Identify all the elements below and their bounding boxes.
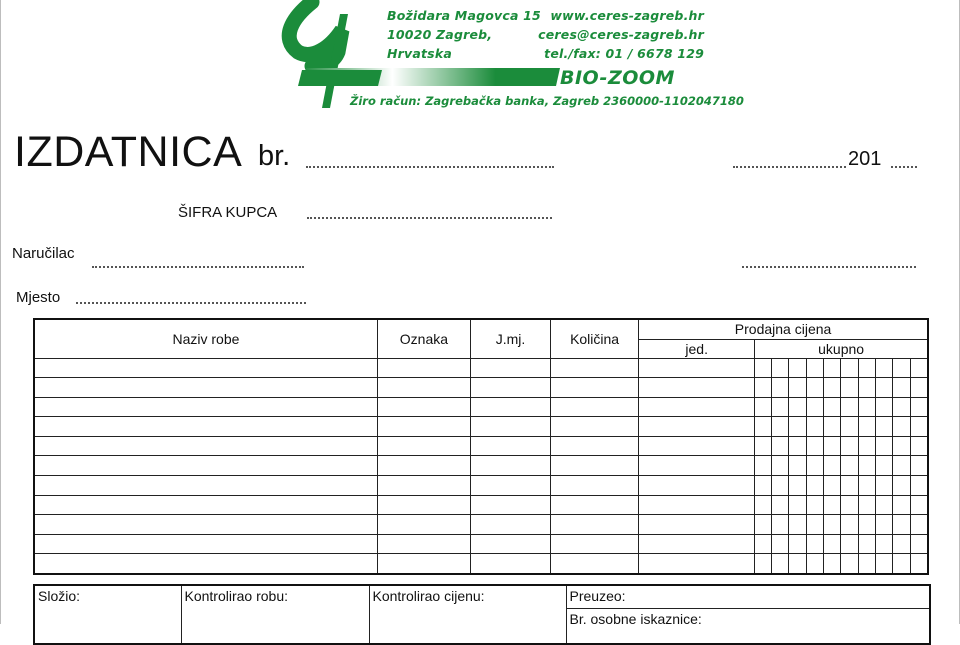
table-row[interactable]	[34, 417, 928, 437]
year-suffix-field[interactable]	[891, 166, 917, 168]
number-field[interactable]	[306, 166, 554, 168]
items-table	[33, 318, 929, 575]
table-row[interactable]	[34, 554, 928, 574]
orderer-extra-field[interactable]	[742, 266, 916, 268]
brand-name: BIO-ZOOM	[560, 67, 675, 89]
table-row[interactable]	[34, 534, 928, 554]
signature-table	[33, 584, 931, 645]
address-street: Božidara Magovca 15	[387, 8, 541, 23]
items-body[interactable]	[34, 358, 928, 574]
address-city: 10020 Zagreb,	[387, 27, 493, 42]
table-row[interactable]	[34, 476, 928, 496]
table-row[interactable]	[34, 436, 928, 456]
checked-price-field[interactable]	[369, 585, 566, 644]
header-sale-price: Prodajna cijena	[639, 319, 928, 339]
orderer-label: Naručilac	[12, 245, 75, 262]
table-row[interactable]	[34, 378, 928, 398]
page-edge-left	[0, 0, 1, 624]
date-field[interactable]	[733, 166, 846, 168]
header-unit-price: jed.	[639, 339, 755, 358]
table-row[interactable]	[34, 358, 928, 378]
place-field[interactable]	[76, 302, 306, 304]
place-label: Mjesto	[16, 289, 61, 306]
table-row[interactable]	[34, 495, 928, 515]
header-mark: Oznaka	[377, 319, 470, 358]
phone-fax: tel./fax: 01 / 6678 129	[544, 46, 704, 61]
checked-goods-label: Kontrolirao robu:	[184, 588, 289, 604]
address-country: Hrvatska	[387, 46, 452, 61]
year-prefix: 201	[848, 148, 882, 170]
received-by-field[interactable]	[566, 585, 930, 609]
header-goods-name: Naziv robe	[34, 319, 377, 358]
checked-goods-field[interactable]	[181, 585, 369, 644]
header-unit: J.mj.	[470, 319, 550, 358]
id-number-field[interactable]	[566, 609, 930, 645]
id-number-label: Br. osobne iskaznice:	[569, 611, 702, 627]
email-link[interactable]: ceres@ceres-zagreb.hr	[538, 27, 704, 42]
table-row[interactable]	[34, 515, 928, 535]
table-row[interactable]	[34, 456, 928, 476]
assembled-by-field[interactable]	[34, 585, 181, 644]
orderer-field[interactable]	[92, 266, 304, 268]
document-title: IZDATNICA	[14, 128, 243, 176]
bank-account: Žiro račun: Zagrebačka banka, Zagreb 2360000-1102047180	[350, 94, 744, 108]
received-by-label: Preuzeo:	[569, 588, 626, 604]
number-label: br.	[258, 140, 291, 172]
customer-code-field[interactable]	[307, 217, 552, 219]
header-total: ukupno	[755, 339, 928, 358]
checked-price-label: Kontrolirao cijenu:	[372, 588, 485, 604]
table-row[interactable]	[34, 397, 928, 417]
assembled-by-label: Složio:	[38, 588, 81, 604]
customer-code-label: ŠIFRA KUPCA	[178, 204, 278, 221]
website-link[interactable]: www.ceres-zagreb.hr	[550, 8, 704, 23]
header-quantity: Količina	[551, 319, 639, 358]
